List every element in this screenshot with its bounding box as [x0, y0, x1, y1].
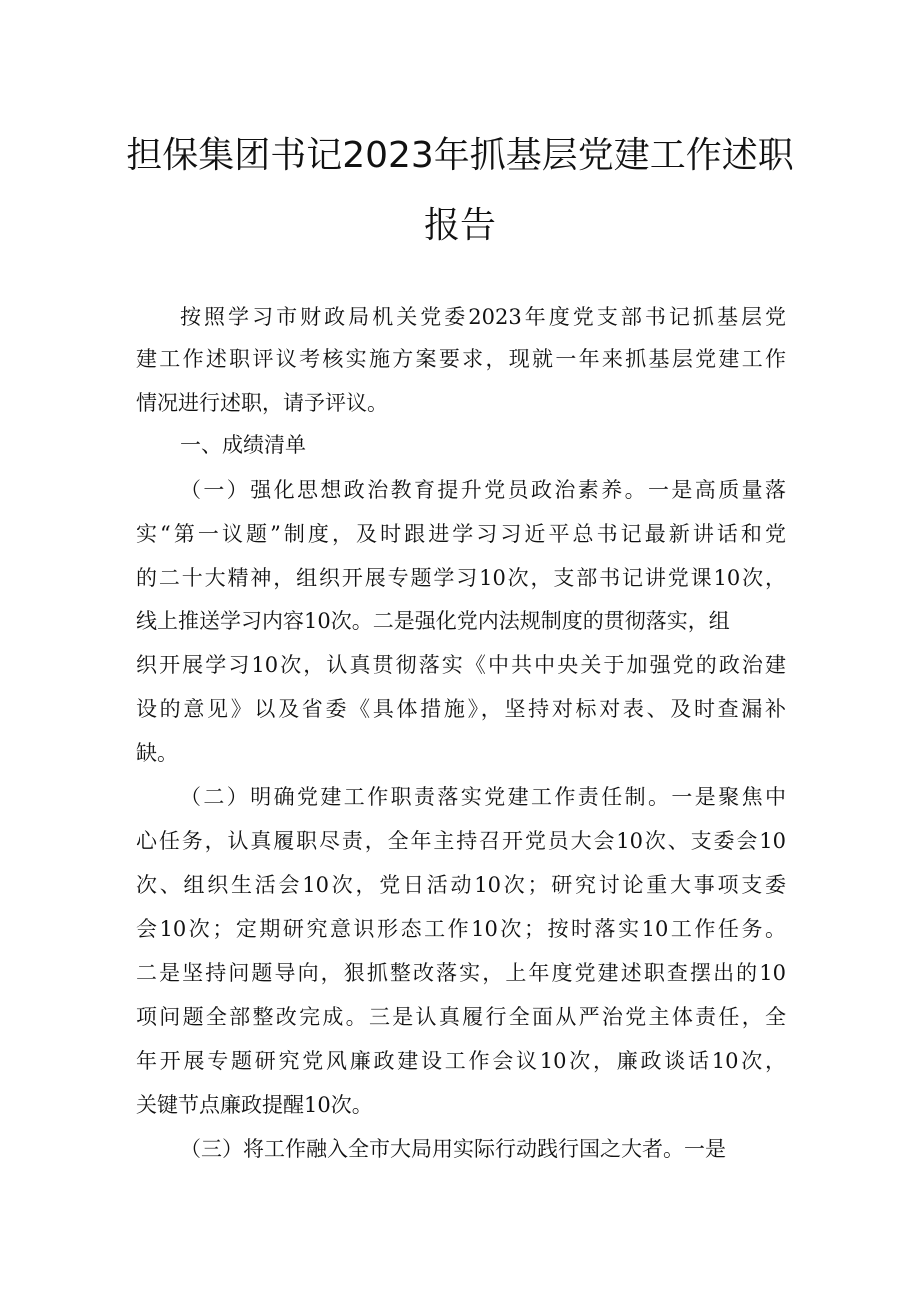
document-title-line-1: 担保集团书记2023年抓基层党建工作述职	[126, 135, 794, 176]
paragraph-line: 项问题全部整改完成。三是认真履行全面从严治党主体责任，全	[136, 1005, 786, 1029]
paragraph-line: 设的意见》以及省委《具体措施》，坚持对标对表、及时查漏补	[136, 697, 786, 721]
paragraph-text: 线上推送学习内容10次。二是强化党内法规	[136, 609, 541, 633]
paragraph-line: 次、组织生活会10次，党日活动10次；研究讨论重大事项支委	[136, 873, 786, 897]
paragraph-line: 实“第一议题”制度，及时跟进学习习近平总书记最新讲话和党	[136, 522, 786, 546]
subsection-heading: （三）将工作融入全市大局用实际行动践行国之大者。	[180, 1137, 684, 1161]
paragraph-line: （一）强化思想政治教育提升党员政治素养。一是高质量落	[180, 478, 786, 502]
paragraph-line: 心任务，认真履职尽责，全年主持召开党员大会10次、支委会10	[136, 829, 786, 853]
paragraph-text: 一是	[684, 1137, 726, 1161]
intro-line: 情况进行述职，请予评议。	[136, 391, 388, 415]
paragraph-line	[180, 1134, 726, 1164]
document-title-line-2: 报告	[423, 205, 496, 246]
paragraph-line: 的二十大精神，组织开展专题学习10次，支部书记讲党课10次，	[136, 566, 786, 590]
paragraph-line	[136, 606, 730, 636]
paragraph-text: 的贯彻落实，组	[582, 609, 730, 633]
paragraph-line: 年开展专题研究党风廉政建设工作会议10次，廉政谈话10次，	[136, 1049, 786, 1073]
intro-line: 按照学习市财政局机关党委2023年度党支部书记抓基层党	[180, 305, 786, 329]
paragraph-line: 缺。	[136, 741, 178, 765]
paragraph-line: 会10次；定期研究意识形态工作10次；按时落实10工作任务。	[136, 917, 786, 941]
intro-line: 建工作述职评议考核实施方案要求，现就一年来抓基层党建工作	[136, 347, 786, 371]
section-heading: 一、成绩清单	[180, 433, 306, 457]
emphasized-word: 制度	[540, 609, 583, 633]
paragraph-line: 织开展学习10次，认真贯彻落实《中共中央关于加强党的政治建	[136, 653, 786, 677]
paragraph-line: 关键节点廉政提醒10次。	[136, 1093, 373, 1117]
paragraph-line: （二）明确党建工作职责落实党建工作责任制。一是聚焦中	[180, 785, 786, 809]
paragraph-line: 二是坚持问题导向，狠抓整改落实，上年度党建述职查摆出的10	[136, 961, 786, 985]
